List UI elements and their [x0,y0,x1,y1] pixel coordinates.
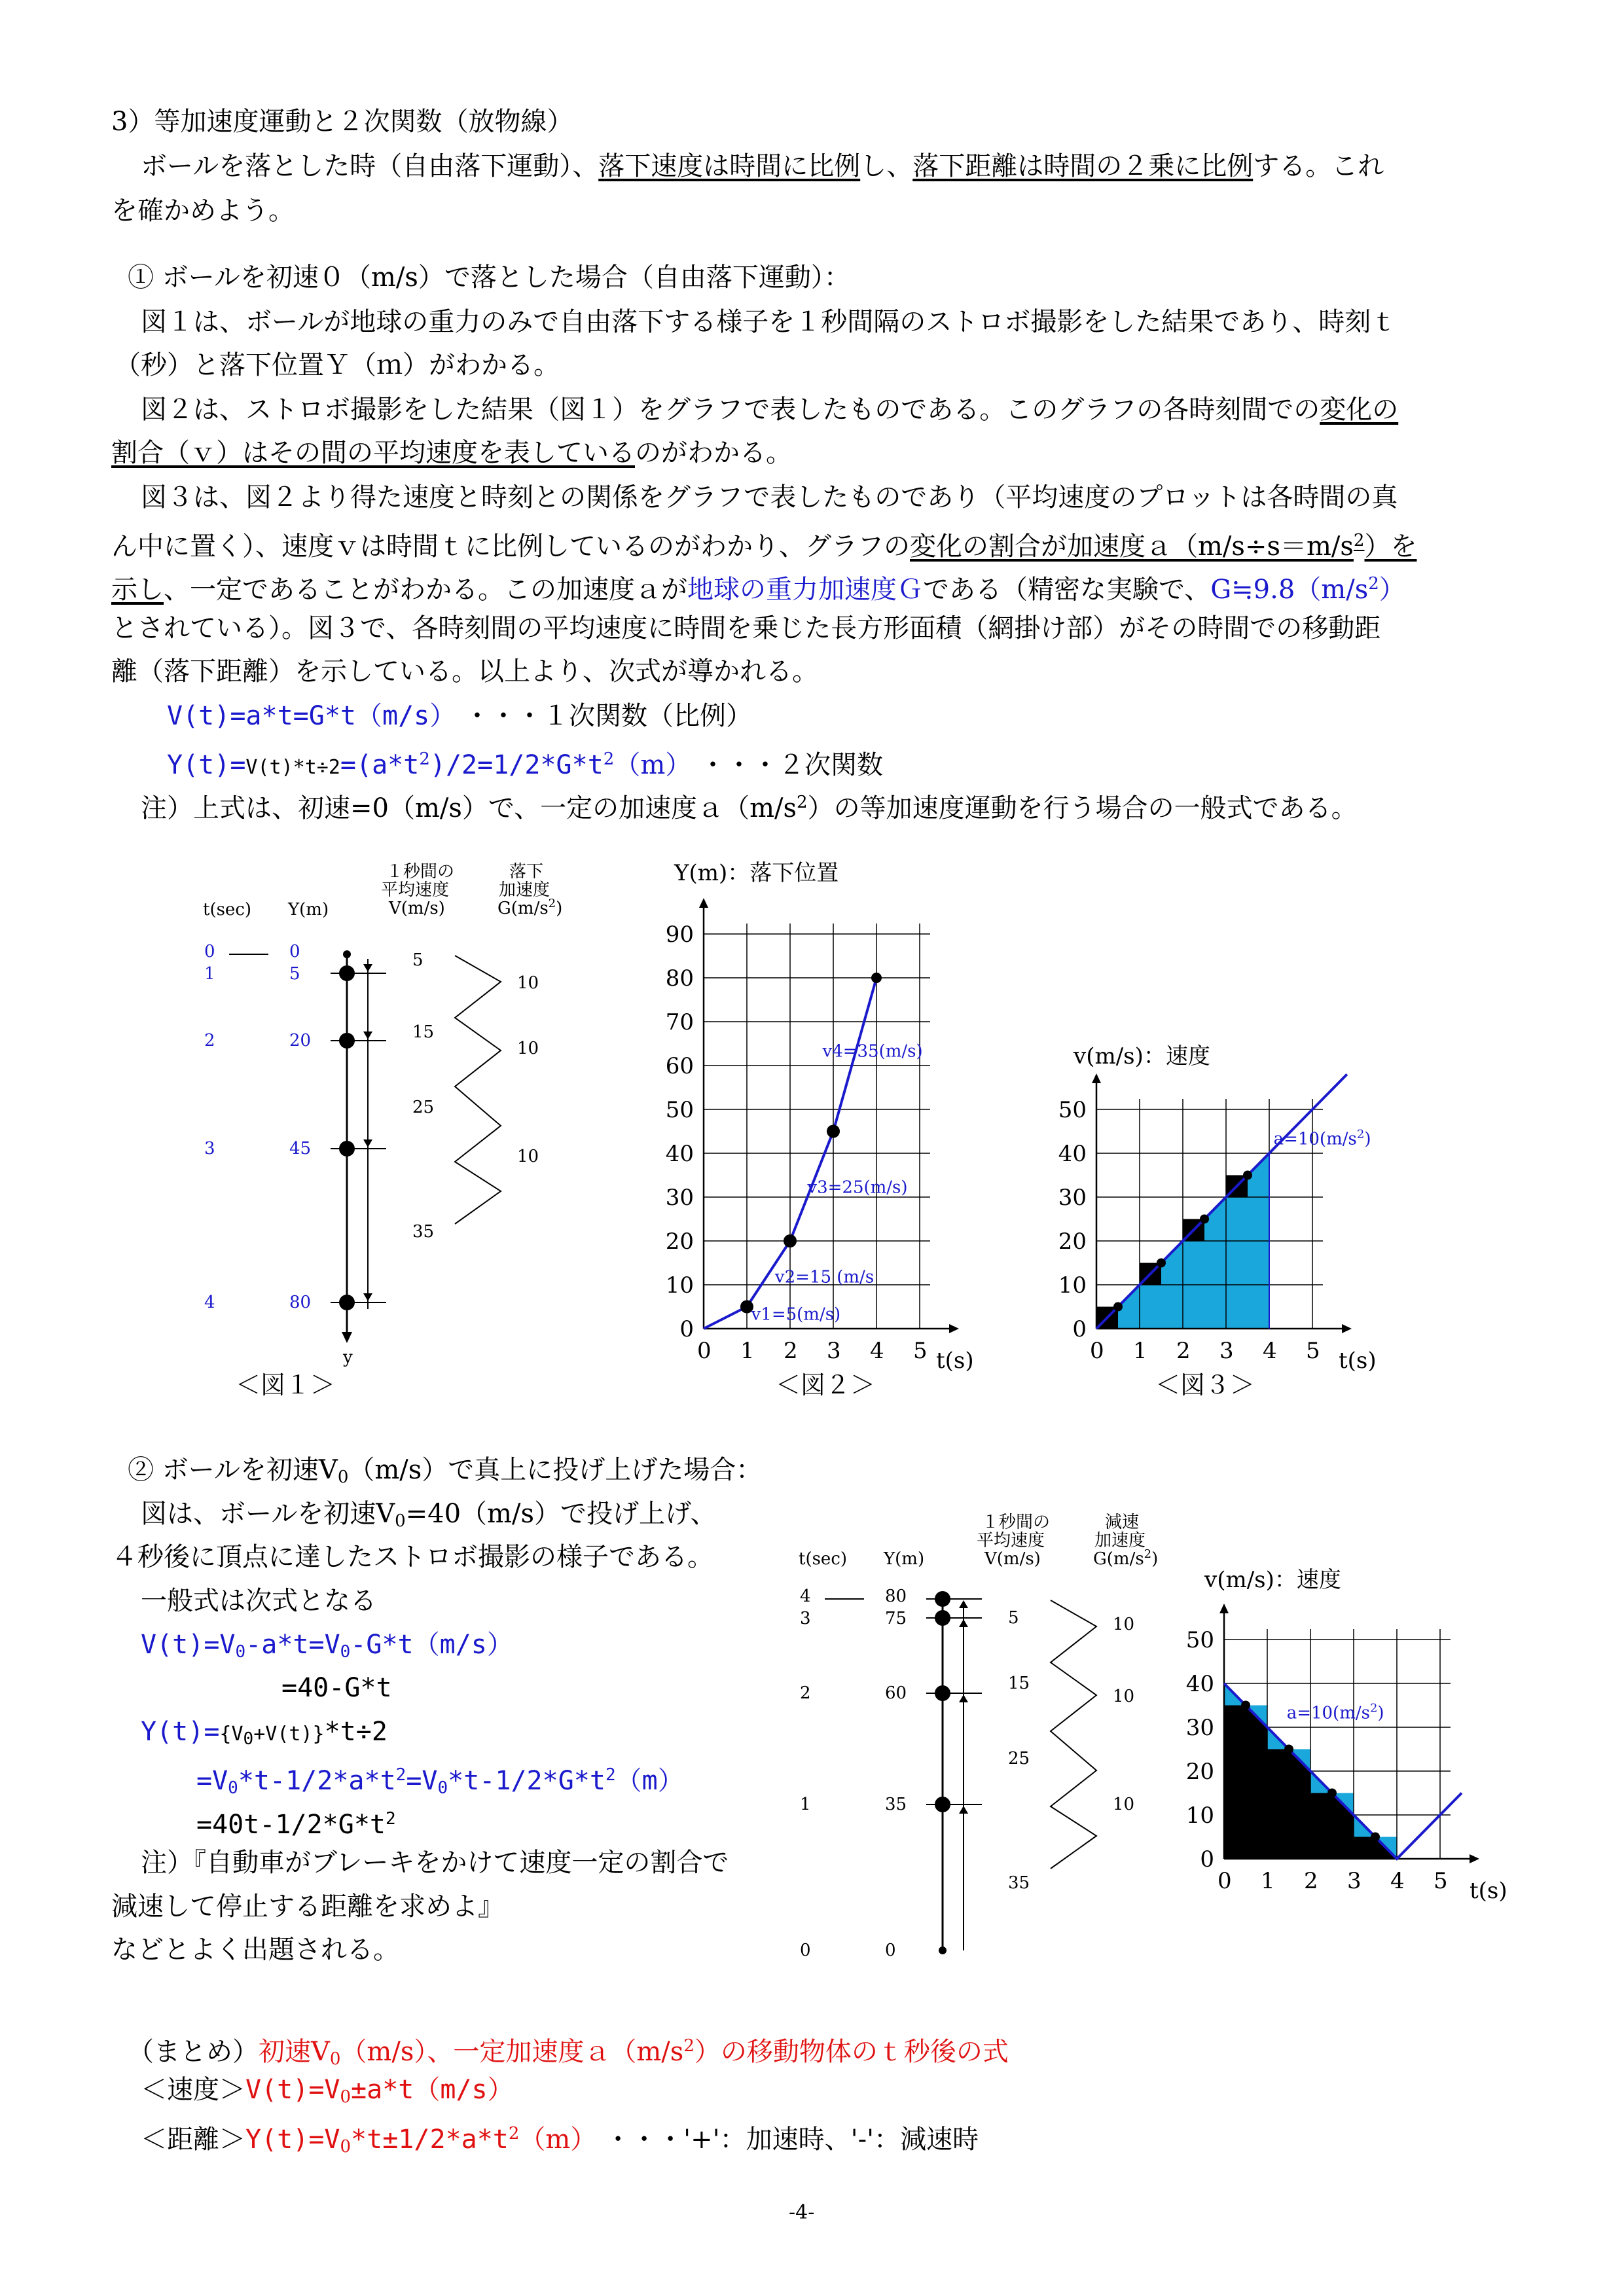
fig3-y-arrow-icon [1092,1073,1101,1083]
fig3-ytitle: v(m/s)：速度 [1074,1043,1210,1069]
page-number: -4- [789,2201,815,2224]
fig3-ytick: 0 [1072,1316,1087,1342]
fig3-velocity-chart [1060,1014,1427,1407]
fig1-t-value: 3 [204,1139,215,1158]
fig3-xtick: 4 [1263,1338,1277,1364]
fig1-g-value: 10 [517,1147,539,1166]
fig1-col-g1: 落下 [509,862,544,882]
fig5-ytitle: v(m/s)：速度 [1204,1567,1341,1593]
fig1-strobe-diagram [196,851,589,1374]
fig4-arrow-icon [959,1619,968,1627]
fig5-ytick: 50 [1185,1627,1214,1653]
fig2-ytick: 90 [665,922,694,948]
part2-p1: 図は、ボールを初速$V_0=40(m/s)$で投げ上げ、 [141,1499,717,1531]
fig2-xtick: 2 [784,1338,798,1364]
fig4-v-value: 35 [1008,1873,1030,1893]
fig2-xtick: 5 [913,1338,928,1364]
fig4-col-v1: １秒間の [982,1513,1051,1532]
fig4-v-value: 15 [1008,1674,1030,1693]
fig1-g-value: 10 [517,1039,539,1058]
part2-p2: ４秒後に頂点に達したストロボ撮影の様子である。 [111,1542,713,1572]
fig2-ytick: 10 [665,1272,694,1299]
part1-title: ① ボールを初速０（m/s）で落とした場合（自由落下運動）： [128,262,850,293]
part1-note: 注）上式は、初速=0（m/s）で、一定の加速度$a(m/s^2)$の等加速度運動を行う場合の一般式である。 [141,793,1358,823]
fig4-y-value: 60 [885,1683,907,1703]
fig3-avg-point [1113,1302,1123,1312]
fig5-xtick: 5 [1434,1868,1448,1894]
equation-position: $Y(t)=V(t)*t\div 2=(a*t^2)/2=1/2*G*t^2(m)$ ・・・２次関数 [167,749,883,780]
fig3-avg-point [1243,1171,1252,1180]
fig2-point [827,1125,840,1138]
fig1-arrow-icon [363,1293,372,1301]
fig1-y-value: 45 [289,1139,312,1158]
fig2-ytick: 30 [665,1185,694,1211]
fig5-velocity-chart [1159,1558,1525,1950]
fig3-ytick: 30 [1058,1185,1087,1211]
fig2-caption: ＜図２＞ [776,1371,876,1399]
fig5-avg-point [1371,1833,1380,1842]
part1-p2-line2: 割合（ｖ）はその間の平均速度を表しているのがわかる。 [111,438,792,468]
fig2-ytick: 70 [665,1009,694,1035]
fig4-y-value: 80 [885,1587,907,1606]
fig5-avg-point [1327,1789,1337,1798]
part2-note-3: などとよく出題される。 [111,1935,399,1965]
part2-note-1: 注）『自動車がブレーキをかけて速度一定の割合で [141,1848,729,1878]
fig1-v-value: 25 [412,1098,435,1117]
fig4-arrow-icon [959,1806,968,1814]
part1-p1-line1: 図１は、ボールが地球の重力のみで自由落下する様子を１秒間隔のストロボ撮影をした結果であり、時刻ｔ [141,307,1398,337]
fig3-ytick: 10 [1058,1272,1087,1299]
fig2-xlabel: t(s) [936,1348,974,1374]
part2-note-2: 減速して停止する距離を求めよ』 [111,1892,504,1922]
fig1-caption: ＜図１＞ [236,1371,336,1399]
fig3-avg-point [1157,1259,1166,1268]
fig1-arrow-icon [363,964,372,972]
part2-title: ② ボールを初速$V_0(m/s)$で真上に投げ上げた場合： [128,1455,763,1487]
fig2-velocity-label: v1=5(m/s) [751,1304,841,1325]
fig5-xtick: 0 [1218,1868,1232,1894]
fig1-t-value: 1 [204,964,215,984]
part1-p3-line5: 離（落下距離）を示している。以上より、次式が導かれる。 [111,656,818,687]
fig2-velocity-label: v3=25(m/s) [807,1177,908,1198]
part1-p1-line2: （秒）と落下位置Ｙ（ｍ）がわかる。 [115,350,560,380]
fig4-t-value: 0 [800,1941,811,1960]
fig1-col-g2: 加速度 [499,880,550,900]
equation-velocity: V(t)=a*t=G*t（m/s） ・・・１次関数（比例） [167,701,752,731]
fig1-col-v2: 平均速度 [381,880,450,900]
fig1-col-v1: １秒間の [386,862,455,882]
fig1-t-value: 0 [204,942,215,961]
part1-p3-line3: 示し、一定であることがわかる。この加速度ａが地球の重力加速度Ｇである（精密な実験で、$G≒9.8(m/s^2)$ [111,574,1405,605]
fig1-ball-start [343,950,351,958]
fig5-ytick: 40 [1185,1671,1214,1697]
fig2-ytick: 0 [679,1316,694,1342]
fig1-axis-arrow-icon [342,1332,352,1343]
fig1-zigzag [455,956,501,1224]
fig2-position-chart [628,851,995,1374]
fig1-t-value: 2 [204,1031,215,1050]
fig2-xtick: 3 [827,1338,841,1364]
fig1-g-value: 10 [517,973,539,993]
intro-line-2: を確かめよう。 [111,196,295,226]
fig3-xtick: 5 [1306,1338,1320,1364]
part2-eq1: $V(t)=V_0-a*t=V_0-G*t(m/s)$ [141,1630,513,1662]
fig3-caption: ＜図３＞ [1155,1371,1255,1399]
part2-eq3: $=V_0*t-1/2*a*t^2=V_0*t-1/2*G*t^2(m)$ [196,1765,684,1798]
fig4-col-g2: 加速度 [1094,1531,1146,1551]
summary-line-3: ＜距離$>Y(t)=V_0*t\pm 1/2*a*t^2(m)$ ・・・'+'：加速時、'-'：減速時 [141,2124,979,2157]
part1-p3-line4: とされている）。図３で、各時刻間の平均速度に時間を乗じた長方形面積（網掛け部）がその時間での移動距 [111,613,1381,643]
fig4-strobe-diagram [792,1505,1185,1983]
fig4-zigzag [1051,1600,1096,1869]
fig5-ytick: 20 [1185,1759,1214,1785]
fig4-y-value: 75 [885,1609,907,1628]
fig4-arrow-icon [959,1600,968,1608]
part1-p3-line1: 図３は、図２より得た速度と時刻との関係をグラフで表したものであり（平均速度のプロットは各時間の真 [141,482,1398,512]
fig3-xtick: 2 [1176,1338,1191,1364]
summary-line-1: （まとめ）初速$V_0(m/s)$、一定加速度$a(m/s^2)$の移動物体のｔ秒後の式 [128,2036,1009,2069]
fig2-ytick: 50 [665,1097,694,1123]
fig5-accel-label: $a=10(m/s^2)$ [1286,1701,1384,1723]
summary-line-2: ＜速度$>V(t)=V_0\pm a*t(m/s)$ [141,2075,514,2107]
fig5-ytick: 30 [1185,1715,1214,1741]
fig3-avg-point [1200,1215,1209,1224]
fig5-xtick: 1 [1261,1868,1275,1894]
fig1-v-value: 5 [412,950,424,970]
fig1-y-value: 5 [289,964,300,984]
fig5-avg-point [1284,1745,1293,1754]
fig4-arrow-icon [959,1695,968,1702]
fig3-xlabel: t(s) [1339,1348,1377,1374]
part2-p3: 一般式は次式となる [141,1586,376,1616]
fig3-xtick: 0 [1090,1338,1104,1364]
fig4-col-g3: $G(m/s^2)$ [1093,1547,1159,1569]
fig1-arrow-icon [363,1031,372,1039]
fig4-col-g1: 減速 [1105,1513,1140,1532]
intro-line-1: ボールを落とした時（自由落下運動）、落下速度は時間に比例し、落下距離は時間の２乗に比例する。これ [141,151,1384,181]
fig2-ytick: 60 [665,1053,694,1079]
fig4-col-t: t(sec) [799,1549,848,1569]
fig4-col-v2: 平均速度 [977,1531,1045,1551]
fig5-avg-point [1241,1701,1250,1710]
fig5-avg-rect [1224,1706,1267,1859]
fig3-accel-label: $a=10(m/s^2)$ [1273,1127,1371,1149]
fig5-x-arrow-icon [1470,1854,1479,1863]
fig2-xtick: 1 [740,1338,755,1364]
fig4-g-value: 10 [1113,1687,1135,1706]
part2-eq2: $Y(t)=\{V_0+V(t)\}*t\div 2$ [141,1717,388,1749]
section-heading: 3）等加速度運動と２次関数（放物線） [111,107,573,137]
fig5-ytick: 10 [1185,1803,1214,1829]
part2-eq3-numeric: $=40t-1/2*G*t^2$ [196,1809,396,1840]
part1-p3-line2: ん中に置く）、速度ｖは時間ｔに比例しているのがわかり、グラフの変化の割合が加速度$a(m/s\div s=m/s^2)$を [111,531,1417,562]
fig1-y-value: 80 [289,1293,312,1312]
fig2-x-arrow-icon [949,1324,959,1333]
fig1-y-value: 0 [289,942,300,961]
fig3-xtick: 3 [1219,1338,1234,1364]
fig4-t-value: 1 [800,1795,811,1814]
fig2-point [784,1234,797,1247]
fig2-ytitle: Y(m)：落下位置 [674,860,839,886]
fig4-col-y: Y(m) [884,1549,925,1569]
fig4-t-value: 4 [800,1587,811,1606]
fig1-axis-label: y [343,1348,353,1367]
fig4-ball-start [939,1946,947,1954]
fig5-ytick: 0 [1200,1846,1214,1873]
fig1-col-t: t(sec) [203,900,252,920]
fig1-col-v3: V(m/s) [389,899,445,918]
fig3-x-arrow-icon [1342,1324,1352,1333]
fig4-y-value: 0 [885,1941,896,1960]
fig1-t-value: 4 [204,1293,215,1312]
fig2-y-arrow-icon [699,898,708,908]
fig4-v-value: 5 [1008,1608,1019,1628]
fig5-xlabel: t(s) [1470,1878,1507,1904]
fig2-velocity-label: v4=35(m/s) [822,1041,923,1062]
fig4-col-v3: V(m/s) [984,1549,1041,1569]
fig5-xtick: 3 [1347,1868,1362,1894]
part2-eq1-numeric: =40-G*t [281,1673,392,1703]
fig5-y-arrow-icon [1219,1604,1229,1613]
fig3-ytick: 20 [1058,1229,1087,1255]
fig4-g-value: 10 [1113,1615,1135,1634]
fig1-y-value: 20 [289,1031,312,1050]
fig2-ytick: 80 [665,965,694,992]
fig4-v-value: 25 [1008,1749,1030,1768]
fig1-arrow-icon [363,1139,372,1147]
fig4-t-value: 2 [800,1683,811,1703]
fig1-v-value: 15 [412,1022,435,1042]
fig2-xtick: 0 [697,1338,712,1364]
fig3-ytick: 50 [1058,1097,1087,1123]
fig1-v-value: 35 [412,1222,435,1242]
fig2-ytick: 20 [665,1229,694,1255]
fig4-g-value: 10 [1113,1795,1135,1814]
fig5-xtick: 2 [1304,1868,1318,1894]
fig3-xtick: 1 [1133,1338,1147,1364]
fig2-point [871,973,882,983]
part1-p2-line1: 図２は、ストロボ撮影をした結果（図１）をグラフで表したものである。このグラフの各時刻間での変化の [141,395,1399,425]
fig4-y-value: 35 [885,1795,907,1814]
fig3-ytick: 40 [1058,1141,1087,1167]
fig1-col-y: Y(m) [288,900,329,920]
fig1-col-g3: $G(m/s^2)$ [497,897,563,918]
fig2-velocity-label: v2=15 (m/s [774,1267,875,1287]
fig5-xtick: 4 [1390,1868,1405,1894]
fig2-ytick: 40 [665,1141,694,1167]
fig2-xtick: 4 [870,1338,884,1364]
fig4-t-value: 3 [800,1609,811,1628]
